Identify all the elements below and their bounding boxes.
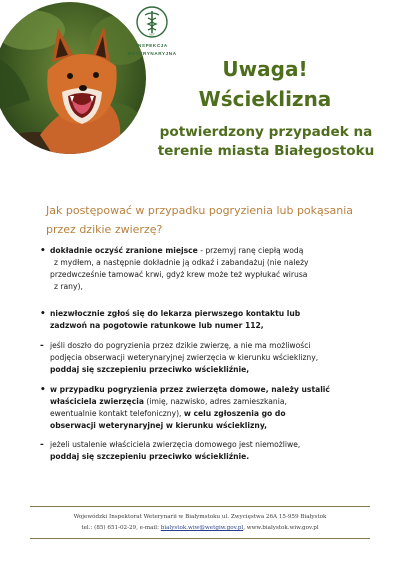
item-text: (imię, nazwisko, adres zamieszkania, [143,397,287,406]
item-bold-text: w przypadku pogryzienia przez zwierzęta domowe, należy ustalić [50,385,330,394]
question-heading [46,201,376,239]
item-bold-text: właściciela zwierzęcia [50,397,144,406]
bullet: • [40,309,46,319]
item-text: podjęcia obserwacji weterynaryjnej zwierzęcia w kierunku wścieklizny, [50,353,319,362]
page-subtitle [150,123,382,161]
subtitle-line1: potwierdzony przypadek na [159,124,373,140]
item-bold-text: obserwacji weterynaryjnej w kierunku wścieklizny, [50,421,268,430]
item-text: niezwłocznie zgłoś się do lekarza pierwszego kontaktu lub [50,309,301,318]
item-text: z mydłem, a następnie dokładnie ją odkaź i zabandażuj (nie należy [54,258,309,267]
footer-address: Wojewódzki Inspektorat Weterynarii w Białymstoku ul. Zwycięstwa 26A 15-959 Białystok [73,514,327,520]
question-line1: Jak postępować w przypadku pogryzienia lub pokąsania [46,204,354,217]
question-line2: przez dzikie zwierzę? [46,223,163,236]
footer-contacts: tel.: (85) 651-02-29, e-mail: bialystok.wiw@wetgiw.gov.pl, www.bialystok.wiw.gov.pl [81,525,319,531]
bullet: • [40,385,46,395]
item-bold-text: poddaj się szczepieniu przeciwko wściekliźnie. [50,452,250,461]
item-text: ewentualnie kontakt telefoniczny), [50,409,184,418]
page-title-rabies: Wścieklizna [198,87,332,111]
footer-email-label: e-mail: [139,525,159,531]
veterinary-inspection-logo [124,6,180,58]
bullet: - [40,341,44,351]
logo-text-line1: INSPEKCJA [136,43,168,48]
caduceus-icon [136,6,168,38]
item-text: jeżeli ustalenie właściciela zwierzęcia domowego jest niemożliwe, [50,440,301,449]
bullet: - [40,440,44,450]
item-text: przedwcześnie tamować krwi, gdyż krew może też wypłukać wirusa [50,270,308,279]
footer-email-link[interactable]: bialystok.wiw@wetgiw.gov.pl [160,525,244,531]
footer-divider-bottom [30,538,370,539]
item-bold-text: dokładnie oczyść zranione miejsce [50,246,198,255]
footer-phone: tel.: (85) 651-02-29, [81,525,138,531]
footer-website[interactable]: www.bialystok.wiw.gov.pl [246,525,319,531]
footer-divider-top [30,506,370,507]
item-text: - przemyj ranę ciepłą wodą [197,246,304,255]
item-text: z rany), [54,282,83,291]
item-bold-text: w celu zgłoszenia go do [183,409,286,418]
bullet: • [40,246,46,256]
logo-text-line2: WETERYNARYJNA [127,51,177,56]
page-title-warning: Uwaga! [222,57,308,81]
footer [30,512,370,534]
subtitle-line2: terenie miasta Białegostoku [157,143,375,159]
item-text: jeśli doszło do pogryzienia przez dzikie zwierzę, a nie ma możliwości [50,341,311,350]
item-text: zadzwoń na pogotowie ratunkowe lub numer 112, [50,321,264,330]
svg-text:VET: VET [149,32,155,37]
item-bold-text: poddaj się szczepieniu przeciwko wściekliźnie, [50,365,250,374]
